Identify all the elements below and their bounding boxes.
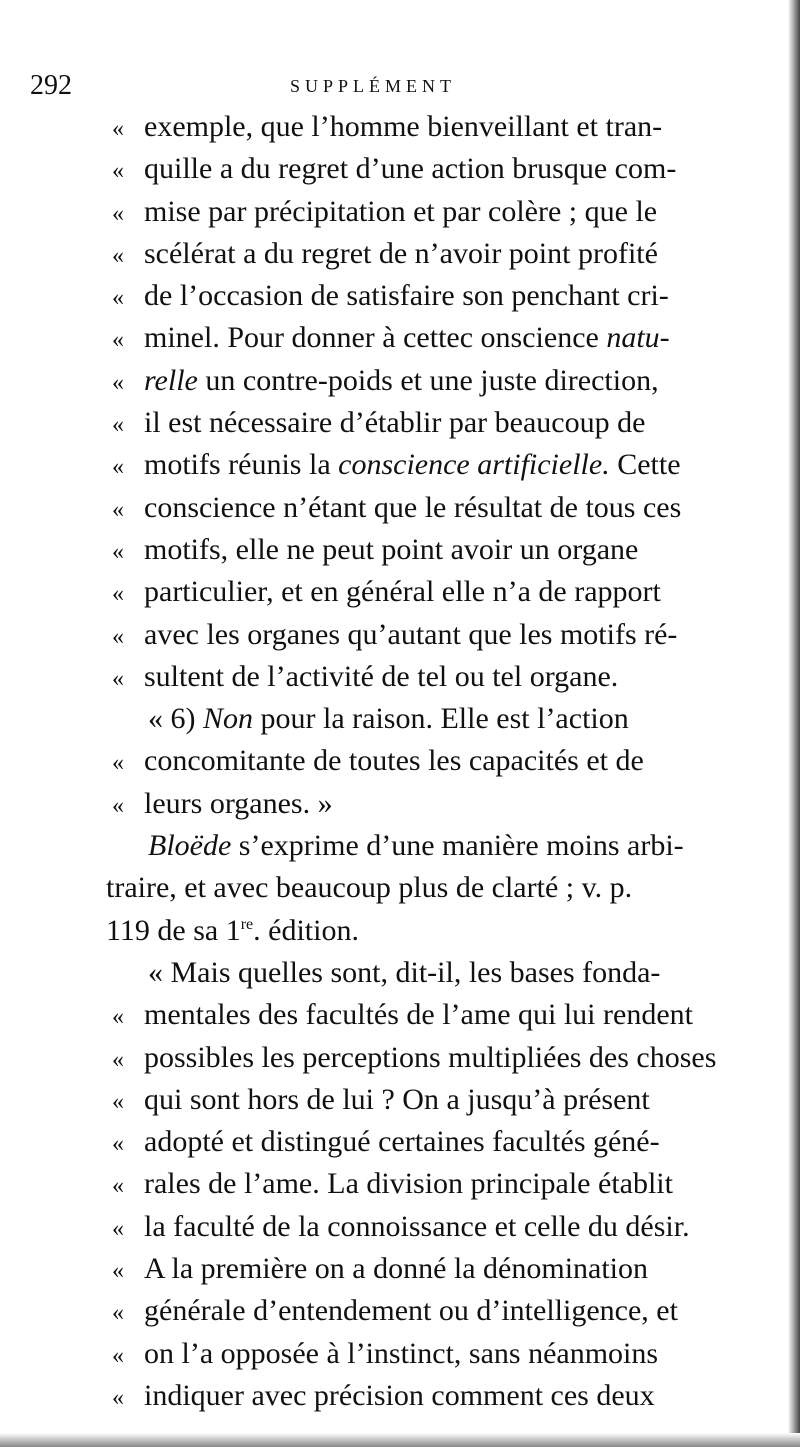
quote-mark: « bbox=[112, 623, 124, 650]
text-line bbox=[112, 614, 762, 656]
text-line bbox=[112, 571, 762, 613]
text-line bbox=[106, 910, 762, 952]
line-text: s’exprime d’une manière moins arbi- bbox=[231, 829, 684, 863]
quote-mark: « bbox=[112, 116, 124, 142]
line-text: possibles les perceptions multipliées des choses bbox=[144, 1040, 717, 1074]
line-text: pour la raison. Elle est l’action bbox=[253, 702, 629, 736]
quote-mark: « bbox=[112, 1004, 124, 1031]
text-line bbox=[112, 402, 762, 444]
running-head: SUPPLÉMENT bbox=[290, 76, 457, 96]
line-text: scélérat a du regret de n’avoir point profité bbox=[144, 236, 658, 270]
line-text: Cette bbox=[609, 448, 681, 482]
quote-mark: « bbox=[112, 1173, 124, 1200]
quote-mark: « bbox=[112, 412, 124, 439]
line-text: mise par précipitation et par colère ; que le bbox=[144, 194, 658, 228]
quote-mark: « bbox=[112, 1215, 124, 1242]
line-text: motifs, elle ne peut point avoir un organe bbox=[144, 532, 639, 566]
line-text: leurs organes. » bbox=[144, 786, 333, 820]
text-line bbox=[112, 487, 762, 529]
text-line bbox=[112, 529, 762, 571]
text-line bbox=[112, 148, 762, 190]
italic-text: natu- bbox=[606, 321, 670, 355]
text-line bbox=[112, 275, 762, 317]
quote-mark: « bbox=[112, 1300, 124, 1327]
quote-mark: « bbox=[112, 750, 124, 777]
line-text: mentales des facultés de l’ame qui lui rendent bbox=[144, 998, 693, 1032]
line-text: concomitante de toutes les capacités et de bbox=[144, 744, 644, 778]
quote-mark: « bbox=[112, 1131, 124, 1158]
quote-mark: « bbox=[112, 1046, 124, 1073]
text-line bbox=[112, 952, 762, 994]
line-text: adopté et distingué certaines facultés géné- bbox=[144, 1125, 660, 1159]
text-line bbox=[112, 656, 762, 698]
text-line bbox=[112, 233, 762, 275]
quote-mark: « bbox=[112, 454, 124, 481]
line-text: . édition. bbox=[253, 913, 359, 947]
quote-mark: « bbox=[112, 792, 124, 819]
italic-text: relle bbox=[144, 363, 198, 397]
quote-mark: « bbox=[112, 538, 124, 565]
line-text: on l’a opposée à l’instinct, sans néanmoins bbox=[144, 1336, 659, 1370]
line-text: exemple, que l’homme bienveillant et tran- bbox=[144, 110, 663, 143]
text-line bbox=[112, 740, 762, 782]
text-line bbox=[112, 1248, 762, 1290]
page-number: 292 bbox=[30, 70, 72, 101]
quote-mark: « bbox=[112, 242, 124, 269]
text-line bbox=[112, 1206, 762, 1248]
quote-mark: « bbox=[112, 158, 124, 185]
text-line bbox=[112, 1163, 762, 1205]
text-line bbox=[112, 994, 762, 1036]
line-text: sultent de l’activité de tel ou tel organe. bbox=[144, 659, 619, 693]
line-text: minel. Pour donner à cettec onscience bbox=[144, 321, 607, 355]
text-line bbox=[112, 1037, 762, 1079]
line-text: la faculté de la connoissance et celle du désir. bbox=[144, 1209, 690, 1243]
text-line bbox=[112, 1375, 762, 1417]
quote-mark: « bbox=[112, 1342, 124, 1369]
italic-text: conscience artificielle. bbox=[338, 448, 610, 482]
text-line bbox=[112, 317, 762, 359]
text-line bbox=[106, 867, 762, 909]
line-text: A la première on a donné la dénomination bbox=[144, 1252, 649, 1286]
text-line bbox=[112, 783, 762, 825]
quote-mark: « bbox=[112, 1258, 124, 1285]
text-line bbox=[112, 1290, 762, 1332]
text-line bbox=[112, 1121, 762, 1163]
text-line bbox=[112, 191, 762, 233]
line-text: générale d’entendement ou d’intelligence, et bbox=[144, 1294, 678, 1328]
quote-mark: « bbox=[112, 285, 124, 312]
quote-mark: « bbox=[112, 369, 124, 396]
line-text: il est nécessaire d’établir par beaucoup de bbox=[144, 406, 646, 440]
line-text: « 6) bbox=[148, 702, 203, 736]
text-line bbox=[112, 698, 762, 740]
italic-text: Bloëde bbox=[148, 829, 232, 863]
page-header bbox=[30, 70, 760, 100]
line-text: avec les organes qu’autant que les motifs ré- bbox=[144, 617, 678, 651]
quote-mark: « bbox=[112, 327, 124, 354]
line-text: de l’occasion de satisfaire son penchant cri- bbox=[144, 279, 669, 313]
text-line bbox=[112, 1079, 762, 1121]
quote-mark: « bbox=[112, 581, 124, 608]
body-text bbox=[106, 106, 762, 1417]
text-line bbox=[112, 1333, 762, 1375]
line-text: particulier, et en général elle n’a de rapport bbox=[144, 575, 661, 609]
line-text: motifs réunis la bbox=[144, 448, 339, 482]
line-text: conscience n’étant que le résultat de tous ces bbox=[144, 490, 682, 524]
text-line bbox=[112, 106, 762, 148]
page-bottom-shadow bbox=[0, 1433, 800, 1447]
line-text: indiquer avec précision comment ces deux bbox=[144, 1378, 655, 1412]
italic-text: Non bbox=[203, 702, 254, 736]
line-text: qui sont hors de lui ? On a jusqu’à présent bbox=[144, 1082, 650, 1116]
text-line bbox=[112, 444, 762, 486]
text-line bbox=[112, 825, 762, 867]
quote-mark: « bbox=[112, 665, 124, 692]
page-edge-shadow bbox=[788, 0, 800, 1447]
quote-mark: « bbox=[112, 1384, 124, 1411]
line-text: « Mais quelles sont, dit-il, les bases fonda- bbox=[148, 955, 661, 989]
quote-mark: « bbox=[112, 496, 124, 523]
line-text: rales de l’ame. La division principale établit bbox=[144, 1167, 673, 1201]
text-line bbox=[112, 360, 762, 402]
line-text: un contre-poids et une juste direction, bbox=[197, 363, 659, 397]
line-text: traire, et avec beaucoup plus de clarté ; v. p. bbox=[106, 871, 633, 905]
line-text: quille a du regret d’une action brusque com- bbox=[144, 152, 677, 186]
superscript: re bbox=[240, 915, 254, 933]
quote-mark: « bbox=[112, 1088, 124, 1115]
line-text: 119 de sa 1 bbox=[106, 913, 241, 947]
quote-mark: « bbox=[112, 200, 124, 227]
